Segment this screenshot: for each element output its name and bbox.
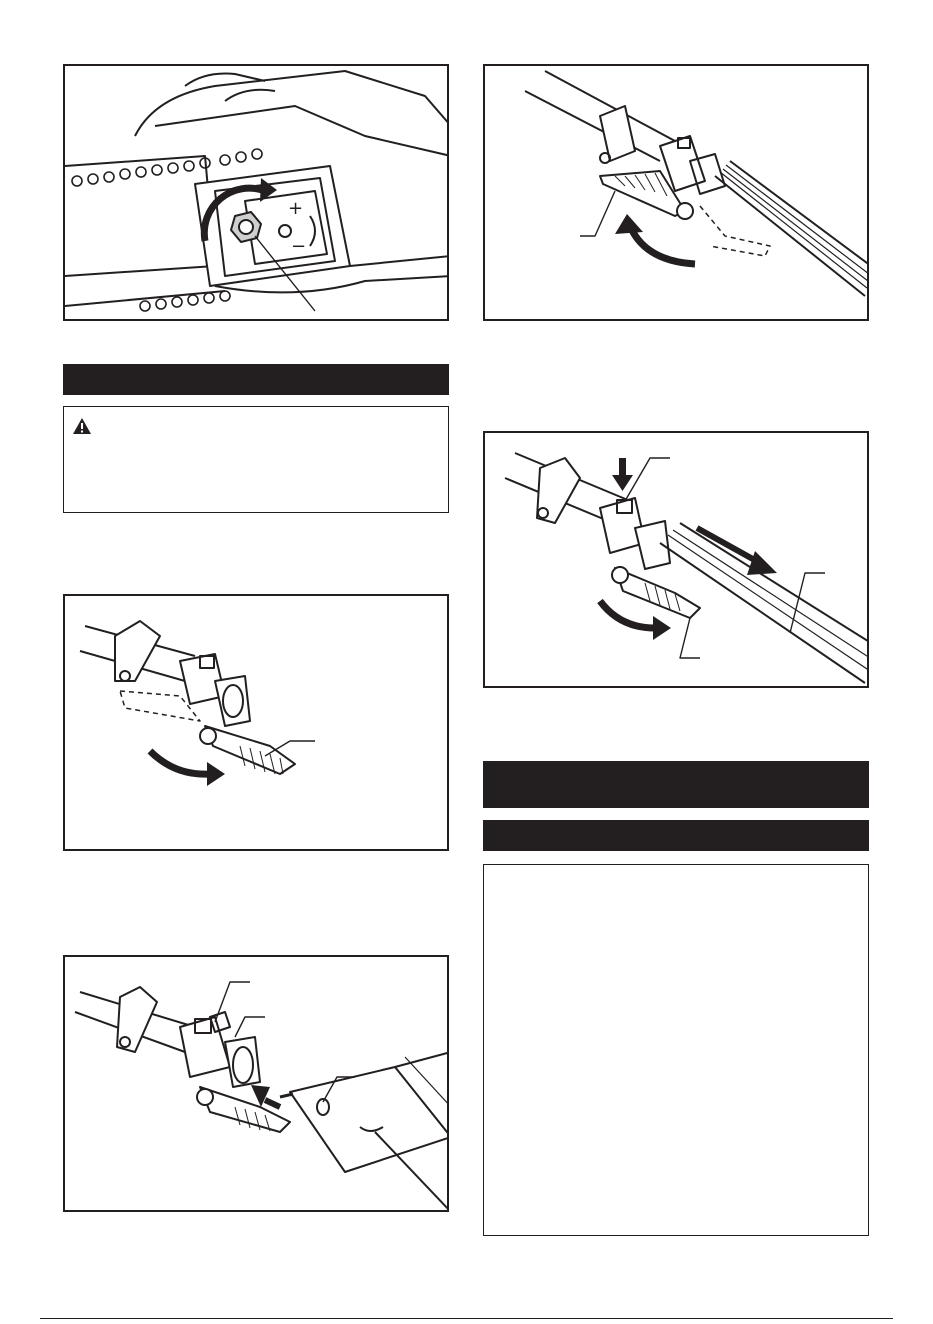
section-bar-left [63, 364, 449, 395]
svg-text:+: + [288, 198, 304, 219]
footer-rule [40, 1318, 893, 1319]
lever-close-illustration [485, 66, 869, 321]
warning-triangle-icon [72, 417, 92, 435]
warning-box [63, 406, 449, 513]
section-bar-right-main [483, 761, 869, 808]
figure-lever-close [483, 64, 869, 321]
svg-text:−: − [291, 236, 307, 257]
pipe-remove-illustration [485, 433, 869, 688]
note-box [483, 864, 869, 1236]
figure-pipe-remove [483, 431, 869, 688]
figure-chain-tension [63, 64, 449, 321]
figure-pipe-insert [63, 955, 449, 1212]
chain-tension-illustration [65, 66, 449, 321]
pipe-insert-illustration [65, 957, 449, 1212]
figure-lever-open [63, 594, 449, 851]
section-bar-right-sub [483, 820, 869, 851]
lever-open-illustration [65, 596, 449, 851]
